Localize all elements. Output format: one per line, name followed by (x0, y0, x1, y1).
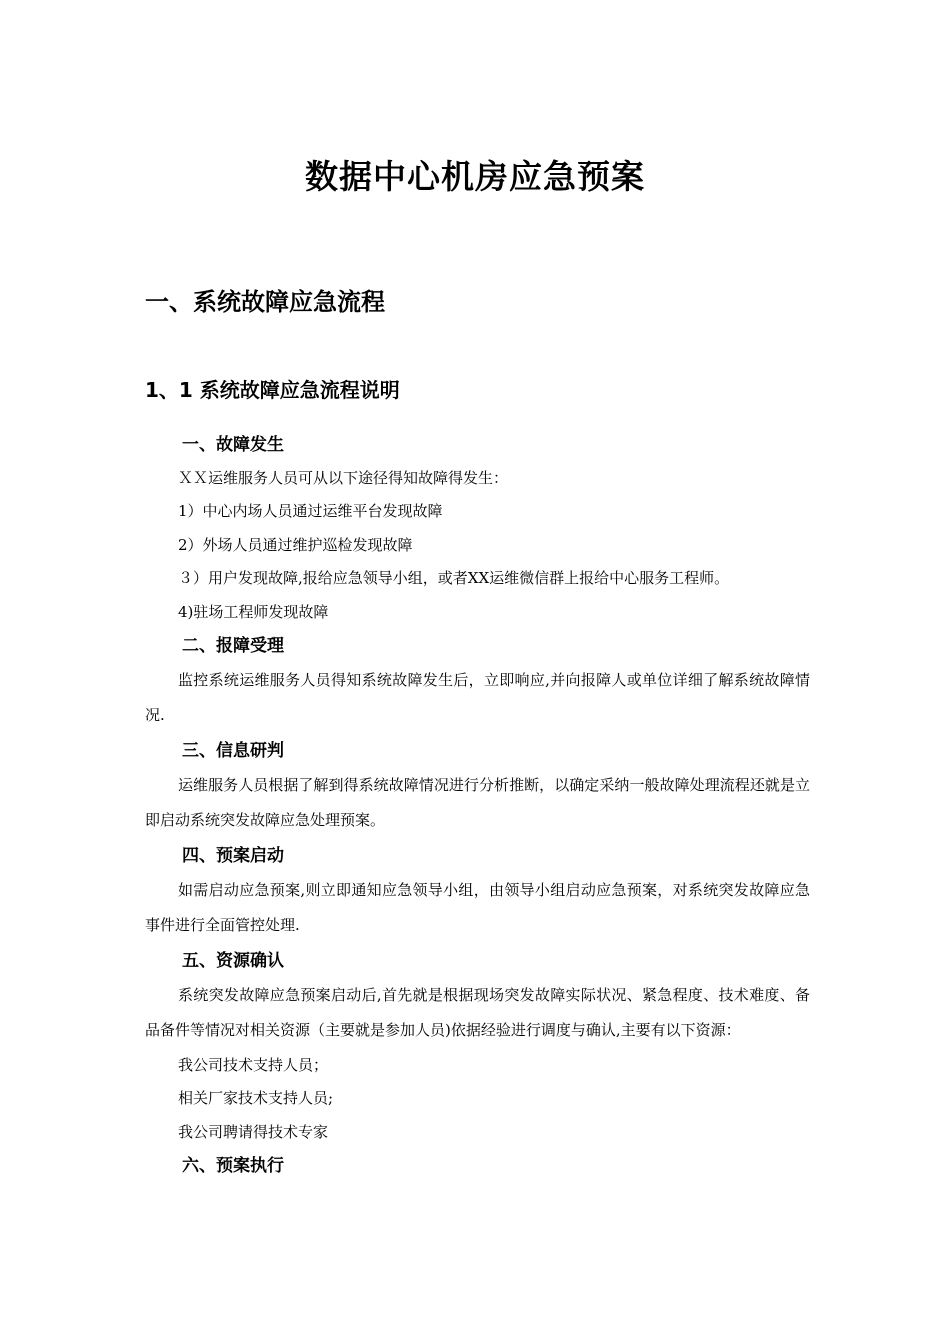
step-line: ＸＸ运维服务人员可从以下途径得知故障得发生： (178, 469, 509, 487)
step-paragraph: 系统突发故障应急预案启动后,首先就是根据现场突发故障实际状况、紧急程度、技术难度、备品备件等情况对相关资源（主要就是参加人员)依据经验进行调度与确认,主要有以下资源： (145, 985, 810, 1040)
resource-item: 我公司聘请得技术专家 (178, 1122, 329, 1141)
step-heading-plan-activation: 四、预案启动 (182, 845, 284, 866)
step-line: 2）外场人员通过维护巡检发现故障 (178, 535, 413, 554)
step-heading-plan-execution: 六、预案执行 (182, 1156, 284, 1177)
document-body (145, 428, 810, 1183)
step-heading-report-acceptance: 二、报障受理 (182, 635, 284, 656)
step-paragraph: 如需启动应急预案,则立即通知应急领导小组，由领导小组启动应急预案，对系统突发故障应急事件进行全面管控处理. (145, 880, 810, 935)
step-paragraph: 运维服务人员根据了解到得系统故障情况进行分析推断，以确定采纳一般故障处理流程还就是立即启动系统突发故障应急处理预案。 (145, 775, 810, 830)
step-heading-fault-occurrence: 一、故障发生 (182, 435, 284, 455)
step-heading-resource-confirmation: 五、资源确认 (182, 950, 284, 971)
section-heading: 一、系统故障应急流程 (145, 288, 385, 316)
document-title: 数据中心机房应急预案 (305, 157, 645, 196)
step-paragraph: 监控系统运维服务人员得知系统故障发生后，立即响应,并向报障人或单位详细了解系统故障情况. (145, 670, 810, 725)
step-heading-info-analysis: 三、信息研判 (182, 740, 284, 761)
step-line: ３）用户发现故障,报给应急领导小组，或者XX运维微信群上报给中心服务工程师。 (178, 569, 730, 588)
step-line: 1）中心内场人员通过运维平台发现故障 (178, 502, 443, 521)
resource-item: 相关厂家技术支持人员; (178, 1089, 334, 1108)
step-line: 4)驻场工程师发现故障 (178, 602, 329, 621)
subsection-heading: 1、1 系统故障应急流程说明 (145, 378, 400, 402)
resource-item: 我公司技术支持人员； (178, 1055, 329, 1074)
